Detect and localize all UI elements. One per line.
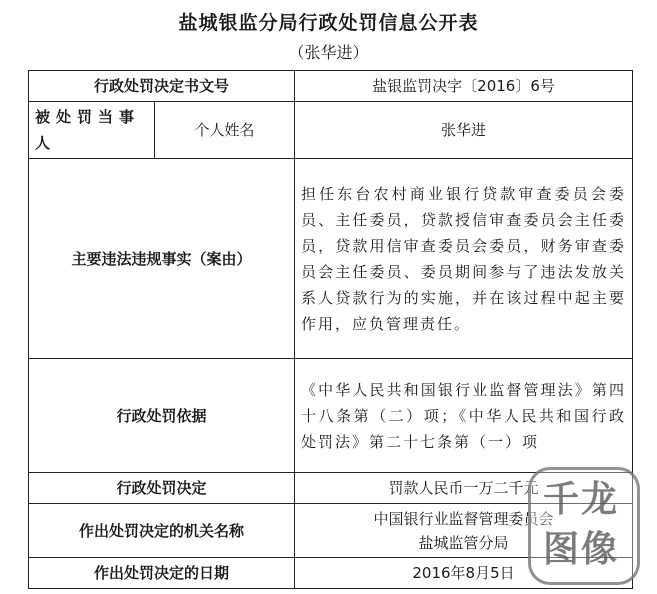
facts-value: 担任东台农村商业银行贷款审查委员会委员、主任委员，贷款授信审查委员会主任委员，贷款用信审查委员会委员，财务审查委员会主任委员、委员期间参与了违法发放关系人贷款行为的实施，并在该过程中起主要作用，应负管理责任。: [295, 159, 633, 359]
personal-name-label: 个人姓名: [155, 102, 295, 159]
page-subtitle: （张华进）: [288, 43, 369, 62]
personal-name-value: 张华进: [295, 102, 633, 159]
date-value: 2016年8月5日: [295, 558, 633, 589]
table-row: [29, 159, 633, 359]
watermark-line-1: 千龙: [542, 479, 619, 520]
table-row: [29, 558, 633, 589]
party-label: 被处罚当事人: [29, 102, 155, 159]
decision-no-label: 行政处罚决定书文号: [29, 71, 295, 102]
table-row: [29, 359, 633, 473]
page-title: 盐城银监分局行政处罚信息公开表: [178, 12, 479, 34]
authority-label: 作出处罚决定的机关名称: [29, 504, 295, 558]
decision-no-value: 盐银监罚决字〔2016〕6号: [295, 71, 633, 102]
table-row: [29, 504, 633, 558]
authority-line-2: 盐城监管分局: [418, 533, 509, 552]
basis-label: 行政处罚依据: [29, 359, 295, 473]
table-row: [29, 71, 633, 102]
decision-label: 行政处罚决定: [29, 473, 295, 504]
authority-line-1: 中国银行业监督管理委员会: [373, 509, 554, 528]
facts-label: 主要违法违规事实（案由）: [29, 159, 295, 359]
penalty-info-table: [28, 70, 633, 589]
authority-value: [295, 504, 633, 558]
table-row: [29, 102, 633, 159]
basis-value: 《中华人民共和国银行业监督管理法》第四十八条第（二）项；《中华人民共和国行政处罚法》第二十七条第（一）项: [295, 359, 633, 473]
decision-value: 罚款人民币一万二千元: [295, 473, 633, 504]
date-label: 作出处罚决定的日期: [29, 558, 295, 589]
table-row: [29, 473, 633, 504]
watermark-line-2: 图像: [542, 529, 619, 570]
